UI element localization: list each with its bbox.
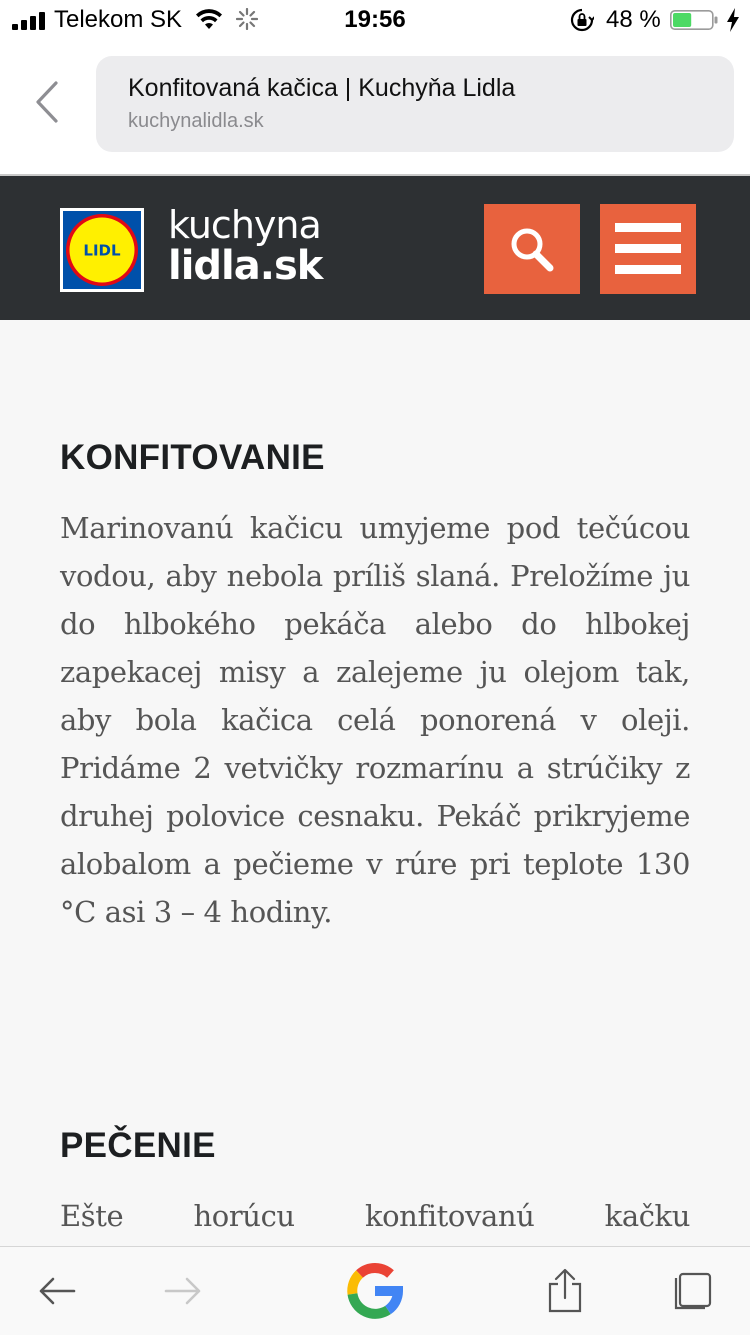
tabs-icon: [672, 1271, 714, 1311]
brand-line-2: lidla.sk: [168, 243, 323, 289]
google-icon: [344, 1260, 406, 1322]
carrier-name: Telekom SK: [54, 6, 183, 33]
charging-icon: [726, 8, 740, 32]
page-title: Konfitovaná kačica | Kuchyňa Lidla: [128, 74, 516, 102]
section-heading-konfitovanie: KONFITOVANIE: [60, 438, 325, 477]
chevron-left-icon[interactable]: [30, 80, 64, 124]
arrow-left-icon: [37, 1275, 77, 1307]
forward-button[interactable]: [148, 1247, 218, 1335]
brand-line-1: kuchyna: [168, 203, 321, 247]
search-button[interactable]: [484, 204, 580, 294]
section-text-pecenie: Ešte horúcu konfitovanú kačku: [60, 1199, 690, 1233]
browser-address-area: [0, 40, 750, 176]
page-domain: kuchynalidla.sk: [128, 110, 264, 132]
menu-button[interactable]: [600, 204, 696, 294]
share-button[interactable]: [530, 1247, 600, 1335]
lidl-logo[interactable]: [60, 208, 144, 292]
battery-icon: [670, 10, 718, 30]
site-brand[interactable]: [168, 203, 323, 289]
tabs-button[interactable]: [658, 1247, 728, 1335]
battery-percent: 48 %: [606, 6, 661, 33]
arrow-right-icon: [163, 1275, 203, 1307]
orientation-lock-icon: [570, 8, 594, 32]
clock: 19:56: [344, 6, 406, 33]
svg-text:LIDL: LIDL: [83, 241, 121, 260]
section-heading-pecenie: PEČENIE: [60, 1126, 216, 1165]
address-bar[interactable]: [96, 56, 734, 152]
site-header: [0, 176, 750, 320]
google-button[interactable]: [340, 1247, 410, 1335]
search-icon: [484, 204, 580, 294]
status-bar: [0, 0, 750, 40]
back-button[interactable]: [22, 1247, 92, 1335]
share-icon: [545, 1268, 585, 1314]
browser-toolbar: [0, 1246, 750, 1335]
section-text-konfitovanie: Marinovanú kačicu umyjeme pod tečúcou vodou, aby nebola príliš slaná. Preložíme ju do hlbokého pekáča alebo do hlbokej zapekacej misy a zalejeme ju olejom tak, aby bola kačica celá ponorená v oleji. Pridáme 2 vetvičky rozmarínu a strúčiky z druhej polovice cesnaku. Pekáč prikryjeme alobalom a pečieme v rúre pri teplote 130 °C asi 3 – 4 hodiny.: [60, 511, 690, 929]
hamburger-menu-icon: [600, 204, 696, 294]
